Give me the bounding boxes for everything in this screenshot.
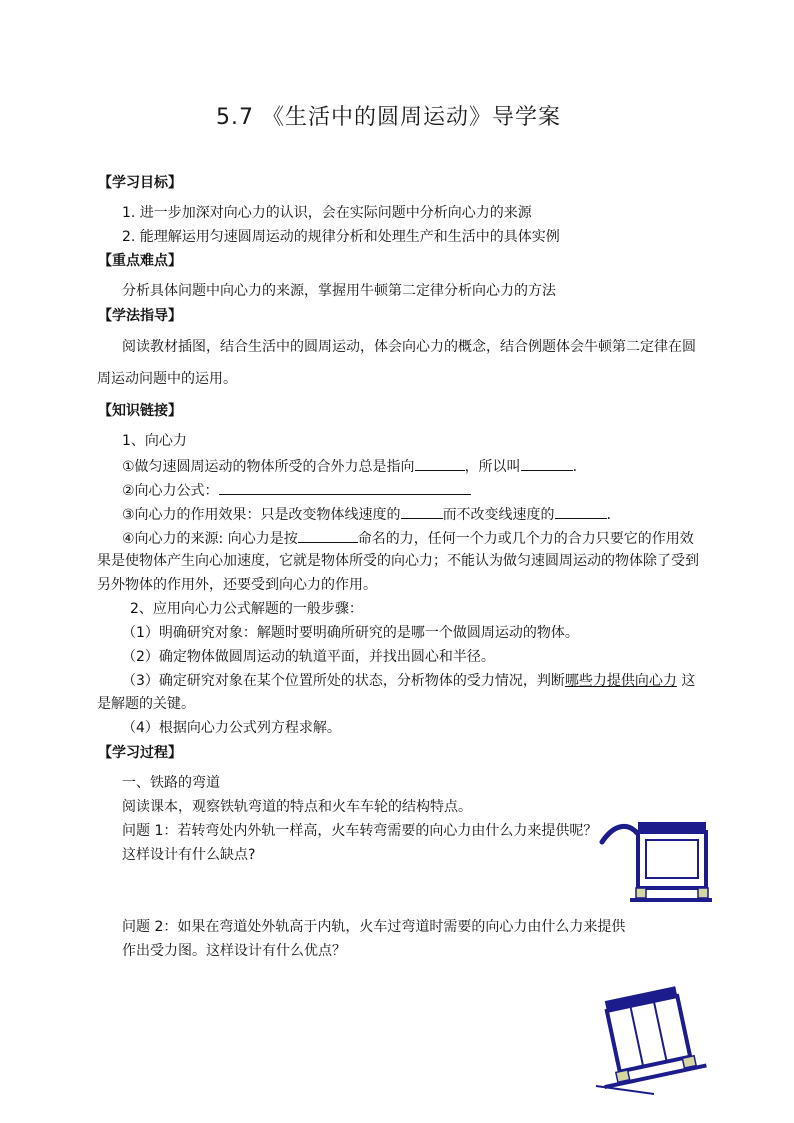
knowledge-q3: [122, 506, 621, 522]
keypoints-text: 分析具体问题中向心力的来源，掌握用牛顿第二定律分析向心力的方法: [122, 283, 556, 299]
answer-blank[interactable]: [521, 458, 573, 471]
process-heading: 【学习过程】: [98, 745, 182, 761]
step-item: [122, 674, 695, 688]
q2-text: ②向心力公式：: [122, 483, 219, 499]
knowledge-q4-line3: 另外物体的作用外，还要受到向心力的作用。: [97, 577, 377, 593]
train-banked-track-figure: [594, 990, 714, 1096]
q3-text-a: ③向心力的作用效果：只是改变物体线速度的: [122, 507, 401, 523]
answer-blank[interactable]: [555, 506, 607, 519]
goal-item: 1. 进一步加深对向心力的认识，会在实际问题中分析向心力的来源: [122, 205, 532, 221]
wheel-right: [698, 888, 708, 898]
train-body: [607, 996, 690, 1072]
knowledge-q1: [122, 458, 587, 474]
ground-line: [596, 1086, 654, 1094]
knowledge-sub1: 1、向心力: [122, 433, 187, 449]
step-item: （2）确定物体做圆周运动的轨道平面，并找出圆心和半径。: [122, 649, 495, 665]
step-item: （1）明确研究对象：解题时要明确所研究的是哪一个做圆周运动的物体。: [122, 625, 579, 641]
step3-underlined: 哪些力提供向心力: [564, 673, 677, 689]
process-q1: 问题 1：若转弯处内外轨一样高，火车转弯需要的向心力由什么力来提供呢？: [122, 823, 598, 839]
track-rail: [630, 898, 712, 902]
process-q1-line2: 这样设计有什么缺点?: [122, 847, 256, 863]
q4-text-b: 命名的力，任何一个力或几个力的合力只要它的作用效: [357, 531, 694, 547]
step3-text-b: 这: [681, 673, 696, 689]
method-heading: 【学法指导】: [98, 308, 182, 324]
keypoints-heading: 【重点难点】: [98, 253, 182, 269]
wheel-left: [636, 888, 646, 898]
step-item: （4）根据向心力公式列方程求解。: [122, 720, 341, 736]
goal-item: 2. 能理解运用匀速圆周运动的规律分析和处理生产和生活中的具体实例: [122, 229, 560, 245]
centripetal-arrow-line: [602, 826, 638, 842]
process-read: 阅读课本，观察铁轨弯道的特点和火车车轮的结构特点。: [122, 799, 472, 815]
step3-line2: 是解题的关键。: [97, 696, 195, 712]
knowledge-q4: [122, 530, 694, 546]
knowledge-heading: 【知识链接】: [98, 403, 182, 419]
knowledge-q2: [122, 482, 471, 498]
method-text: 阅读教材插图，结合生活中的圆周运动，体会向心力的概念，结合例题体会牛顿第二定律在圆: [122, 339, 696, 355]
answer-blank[interactable]: [401, 506, 443, 519]
q3-text-b: 而不改变线速度的: [442, 507, 555, 523]
knowledge-sub2: 2、应用向心力公式解题的一般步骤：: [130, 601, 363, 617]
q4-text-a: ④向心力的来源: 向心力是按: [122, 531, 298, 547]
knowledge-q4-line2: 果是使物体产生向心加速度，它就是物体所受的向心力；不能认为做匀速圆周运动的物体除了受到: [97, 553, 699, 569]
method-text: 周运动问题中的运用。: [97, 371, 237, 387]
process-sub1: 一、铁路的弯道: [122, 775, 220, 791]
q3-text-c: ．: [606, 507, 621, 523]
q1-text-b: ，所以叫: [464, 459, 521, 475]
answer-blank[interactable]: [415, 458, 465, 471]
answer-blank[interactable]: [298, 530, 358, 543]
step3-text-a: （3）确定研究对象在某个位置所处的状态，分析物体的受力情况，判断: [122, 673, 565, 689]
q1-text-c: ．: [572, 459, 587, 475]
process-q2-line2: 作出受力图。这样设计有什么优点？: [122, 943, 346, 959]
goals-heading: 【学习目标】: [98, 175, 182, 191]
page-title: 5.7 《生活中的圆周运动》导学案: [216, 105, 561, 130]
answer-blank[interactable]: [219, 482, 471, 495]
process-q2: 问题 2：如果在弯道处外轨高于内轨，火车过弯道时需要的向心力由什么力来提供: [122, 919, 626, 935]
q1-text-a: ①做匀速圆周运动的物体所受的合外力总是指向: [122, 459, 415, 475]
train-level-track-figure: [600, 818, 720, 910]
